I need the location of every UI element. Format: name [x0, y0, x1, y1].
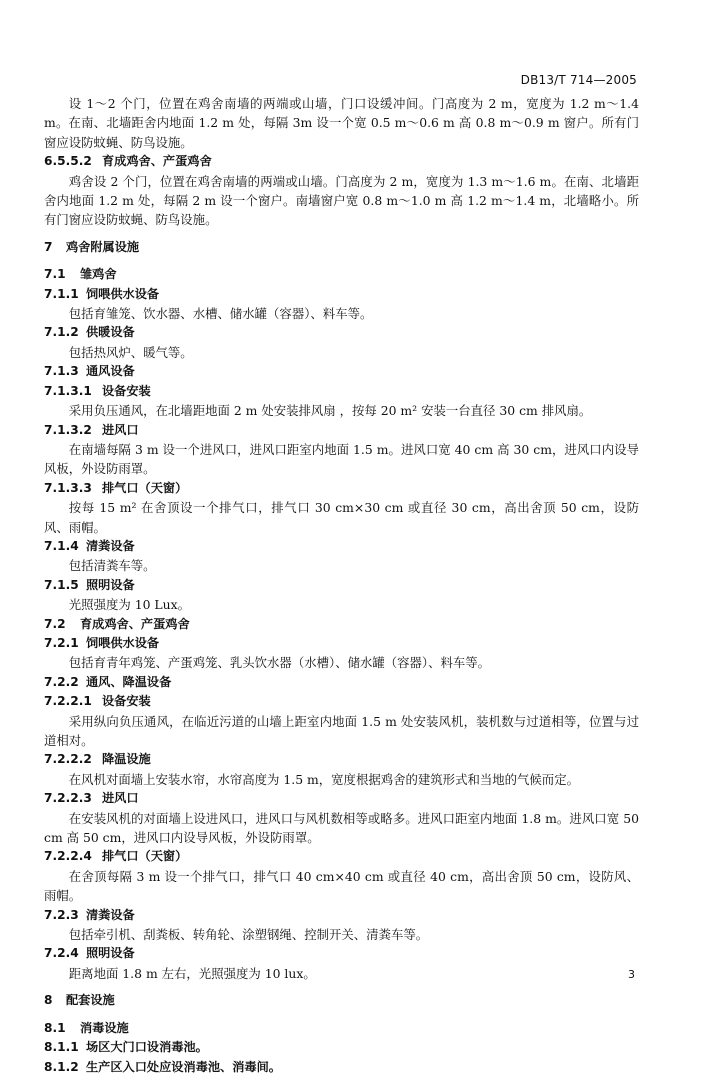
section-title: 饲喂供水设备 [86, 635, 160, 650]
spacer [44, 257, 639, 265]
document-body [44, 94, 639, 1077]
section-number: 8.1.1 [44, 1040, 79, 1055]
section-number: 8 [44, 993, 53, 1008]
paragraph-6-5-5-2: 鸡舍设 2 个门，位置在鸡舍南墙的两端或山墙。门高度为 2 m，宽度为 1.3 m～1.6 m。在南、北墙距舍内地面 1.2 m 处，每隔 2 m 设一个窗户。南墙窗户宽 0.8 m～1.0 m 高 1.2 m～1.4 m，北墙略小。所有门窗应设防蚊蝇、防鸟设施。 [44, 173, 639, 228]
paragraph-7-2-2-1: 采用纵向负压通风，在临近污道的山墙上距室内地面 1.5 m 处安装风机，装机数与过道相等，位置与过道相对。 [44, 713, 639, 748]
section-number: 8.1.2 [44, 1059, 79, 1074]
heading-8-1-2 [44, 1058, 639, 1077]
section-title: 清粪设备 [86, 538, 135, 553]
section-number: 7.2.3 [44, 907, 79, 922]
page-number: 3 [628, 968, 635, 981]
section-number: 7.1.3.2 [44, 422, 92, 437]
section-number: 7.1.2 [44, 325, 79, 340]
heading-7-1-5 [44, 576, 639, 595]
spacer [44, 1011, 639, 1019]
section-number: 7.2.2.2 [44, 752, 92, 767]
heading-7-1 [44, 265, 639, 284]
section-number: 7.2.2.3 [44, 791, 92, 806]
section-number: 7 [44, 239, 53, 254]
heading-7-1-3 [44, 362, 639, 381]
spacer [44, 983, 639, 991]
spacer [44, 230, 639, 238]
section-title: 饲喂供水设备 [86, 286, 160, 301]
heading-8 [44, 991, 639, 1010]
section-title: 供暖设备 [86, 325, 135, 340]
section-title: 排气口（天窗） [102, 849, 188, 864]
paragraph-7-2-2-2: 在风机对面墙上安装水帘，水帘高度为 1.5 m，宽度根据鸡舍的建筑形式和当地的气候而定。 [68, 771, 579, 787]
section-number: 7.2.2.4 [44, 849, 92, 864]
heading-7-2-2-3 [44, 789, 639, 808]
section-title: 进风口 [102, 422, 139, 437]
section-title: 通风、降温设备 [86, 674, 172, 689]
section-number: 7.2.2.1 [44, 694, 92, 709]
section-title: 降温设施 [102, 752, 151, 767]
heading-6-5-5-2 [44, 152, 639, 171]
section-number: 7.1.3 [44, 364, 79, 379]
section-title: 设备安装 [102, 694, 151, 709]
heading-7-1-1 [44, 285, 639, 304]
heading-7-2-2 [44, 673, 639, 692]
paragraph-7-2-2-3: 在安装风机的对面墙上设进风口，进风口与风机数相等或略多。进风口距室内地面 1.8 m。进风口宽 50 cm 高 50 cm，进风口内设导风板，外设防雨罩。 [44, 810, 639, 846]
heading-7-2-2-4 [44, 847, 639, 866]
section-number: 7.2.2 [44, 674, 79, 689]
section-title: 鸡舍附属设施 [66, 239, 140, 254]
heading-7-1-3-3 [44, 479, 639, 498]
section-title: 清粪设备 [86, 907, 135, 922]
paragraph-7-1-2: 包括热风炉、暖气等。 [68, 344, 193, 360]
section-number: 7.2.1 [44, 635, 79, 650]
section-title: 育成鸡舍、产蛋鸡舍 [102, 154, 212, 169]
heading-7-2-1 [44, 634, 639, 653]
section-title: 照明设备 [86, 577, 135, 592]
section-title: 照明设备 [86, 946, 135, 961]
paragraph-7-2-1: 包括育青年鸡笼、产蛋鸡笼、乳头饮水器（水槽）、储水罐（容器）、料车等。 [68, 655, 491, 671]
paragraph-intro: 设 1～2 个门，位置在鸡舍南墙的两端或山墙，门口设缓冲间。门高度为 2 m，宽度为 1.2 m～1.4 m。在南、北墙距舍内地面 1.2 m 处，每隔 3m 设一个宽 0.5 m～0.6 m 高 0.8 m～0.9 m 窗户。所有门窗应设防蚊蝇、防鸟设施。 [44, 96, 639, 150]
section-title: 进风口 [102, 791, 139, 806]
section-number: 8.1 [44, 1020, 66, 1035]
heading-7-2-4 [44, 944, 639, 963]
section-number: 7.1.3.1 [44, 383, 92, 398]
paragraph-7-2-4: 距离地面 1.8 m 左右，光照强度为 10 lux。 [68, 965, 316, 981]
paragraph-7-1-3-1: 采用负压通风，在北墙距地面 2 m 处安装排风扇 ，按每 20 m² 安装一台直径 30 cm 排风扇。 [68, 403, 592, 419]
paragraph-7-1-3-2: 在南墙每隔 3 m 设一个进风口，进风口距室内地面 1.5 m。进风口宽 40 cm 高 30 cm，进风口内设导风板，外设防雨罩。 [44, 441, 639, 477]
section-number: 7.1.4 [44, 538, 79, 553]
section-number: 7.2 [44, 616, 66, 631]
section-title: 配套设施 [66, 993, 115, 1008]
paragraph-7-2-2-4: 在舍顶每隔 3 m 设一个排气口，排气口 40 cm×40 cm 或直径 40 cm，高出舍顶 50 cm，设防风、雨帽。 [44, 868, 639, 904]
heading-8-1 [44, 1019, 639, 1038]
heading-7-1-3-2 [44, 421, 639, 440]
section-title: 场区大门口设消毒池。 [86, 1040, 208, 1055]
section-number: 6.5.5.2 [44, 154, 92, 169]
heading-7-2-2-1 [44, 692, 639, 711]
section-number: 7.1.5 [44, 577, 79, 592]
section-number: 7.1.1 [44, 286, 79, 301]
section-title: 育成鸡舍、产蛋鸡舍 [80, 616, 190, 631]
section-title: 排气口（天窗） [102, 480, 188, 495]
standard-number: DB13/T 714—2005 [520, 73, 637, 87]
heading-7-2 [44, 615, 639, 634]
section-title: 生产区入口处应设消毒池、消毒间。 [86, 1059, 281, 1074]
heading-7-1-2 [44, 323, 639, 342]
paragraph-7-2-3: 包括牵引机、刮粪板、转角轮、涂塑钢绳、控制开关、清粪车等。 [68, 927, 429, 943]
paragraph-7-1-5: 光照强度为 10 Lux。 [68, 597, 190, 613]
section-number: 7.1 [44, 267, 66, 282]
heading-7-2-2-2 [44, 750, 639, 769]
paragraph-7-1-1: 包括育雏笼、饮水器、水槽、储水罐（容器）、料车等。 [68, 306, 373, 322]
paragraph-7-1-4: 包括清粪车等。 [68, 558, 156, 574]
paragraph-7-1-3-3: 按每 15 m² 在舍顶设一个排气口，排气口 30 cm×30 cm 或直径 30 cm，高出舍顶 50 cm，设防风、雨帽。 [44, 500, 639, 535]
section-number: 7.1.3.3 [44, 480, 92, 495]
heading-8-1-1 [44, 1038, 639, 1057]
heading-7-1-4 [44, 537, 639, 556]
section-number: 7.2.4 [44, 946, 79, 961]
heading-7 [44, 238, 639, 257]
section-title: 设备安装 [102, 383, 151, 398]
heading-7-1-3-1 [44, 382, 639, 401]
heading-7-2-3 [44, 906, 639, 925]
section-title: 雏鸡舍 [80, 267, 117, 282]
section-title: 通风设备 [86, 364, 135, 379]
section-title: 消毒设施 [80, 1020, 129, 1035]
